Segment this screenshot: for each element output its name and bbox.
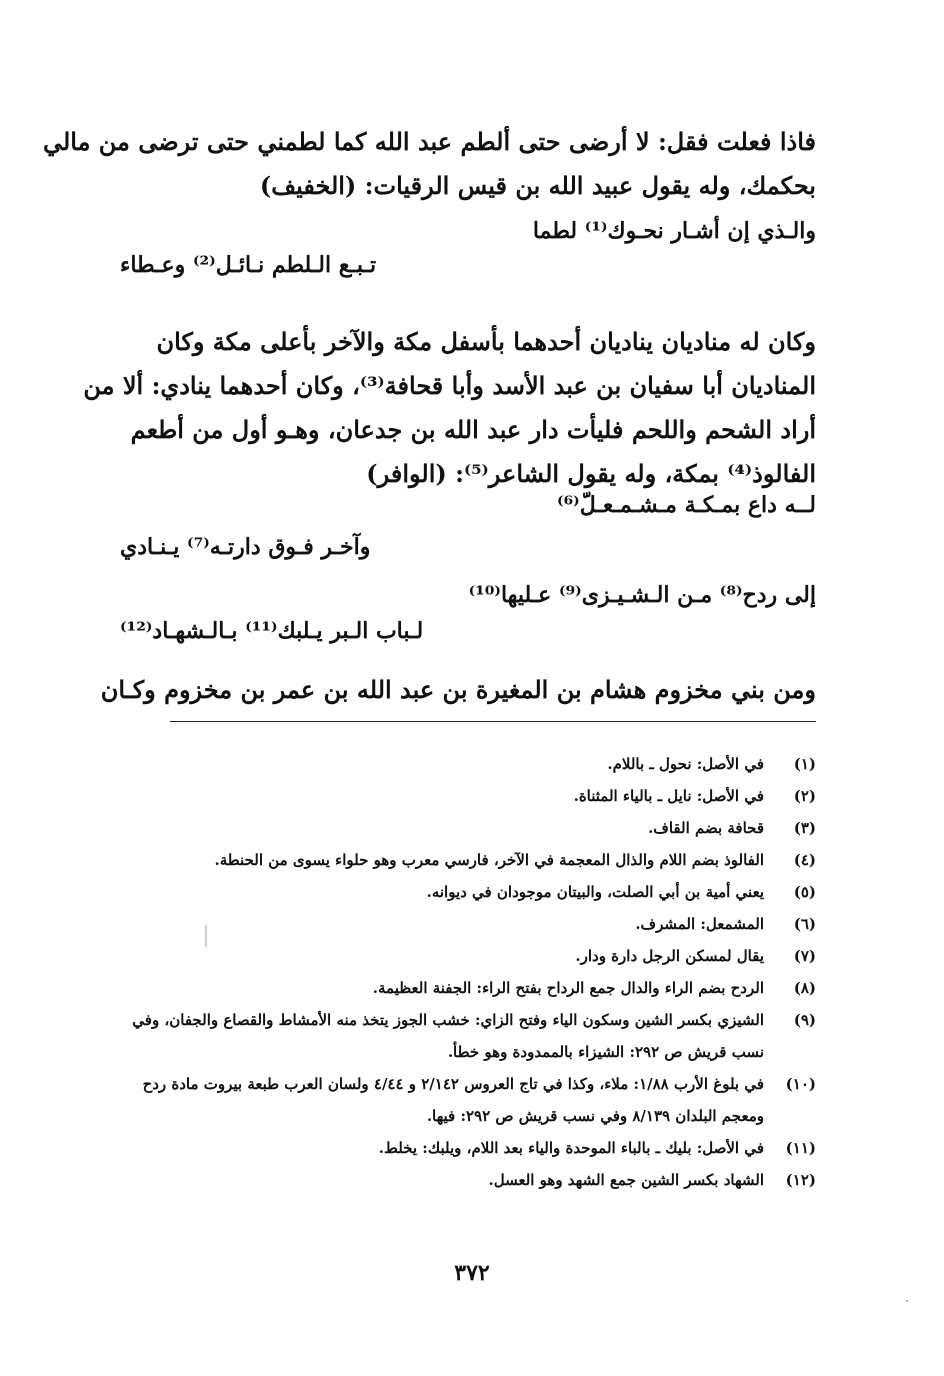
paragraph-3 [100,668,816,712]
footnote-4 [116,844,816,876]
footnote-6-text: المشمعل: المشرف. [635,915,764,933]
footnote-5 [116,876,816,908]
footnote-4-text: الفالوذ بضم اللام والذال المعجمة في الآخر، فارسي معرب وهو حلواء يسوى من الحنطة. [214,851,764,869]
footnote-4-number: (٤) [793,851,816,869]
footnote-7 [116,940,816,972]
paragraph-2 [83,320,816,496]
verse-2-hemistich-2: وآخـر فـوق دارتـه⁽⁷⁾ يـنـادي [120,534,371,560]
footnote-7-number: (٧) [793,947,816,965]
verse-2-hemistich-4: لـباب الـبر يـلبك⁽¹¹⁾ بـالـشهـاد⁽¹²⁾ [120,618,424,644]
footnote-10-number: (١٠) [785,1075,816,1093]
footnote-8-text: الردح بضم الراء والدال جمع الرداح بفتح الراء: الجفنة العظيمة. [372,979,764,997]
footnote-5-number: (٥) [793,883,816,901]
footnote-5-text: يعني أمية بن أبي الصلت، والبيتان موجودان في ديوانه. [426,883,764,901]
footnotes [116,748,816,1196]
footnote-2-number: (٢) [793,787,816,805]
footnote-10 [116,1068,816,1132]
footnote-10-text: في بلوغ الأرب ١/٨٨: ملاء، وكذا في تاج العروس ٢/١٤٢ و ٤/٤٤ ولسان العرب طبعة بيروت مادة ردح ومعجم البلدان ٨/١٣٩ وفي نسب قريش ص ٢٩٢: فيها. [142,1075,764,1125]
verse-2-hemistich-1: لــه داع بمـكـة مـشـمـعـلّ⁽⁶⁾ [556,492,816,518]
footnote-2-text: في الأصل: نايل ـ بالياء المثناة. [573,787,764,805]
verse-1-hemistich-1: والـذي إن أشـار نحـوك⁽¹⁾ لطما [532,218,816,244]
verse-1-hemistich-2: تـبـع الـلطم نـائـل⁽²⁾ وعـطاء [120,252,377,278]
footnote-12 [116,1164,816,1196]
footnote-11-text: في الأصل: بليك ـ بالباء الموحدة والياء بعد اللام، ويلبك: يخلط. [378,1139,764,1157]
footnote-6-number: (٦) [793,915,816,933]
footnote-8-number: (٨) [793,979,816,997]
footnote-8 [116,972,816,1004]
paragraph-2-line-1: وكان له مناديان يناديان أحدهما بأسفل مكة والآخر بأعلى مكة وكان [156,327,816,356]
paragraph-1 [42,120,816,208]
footnote-3-text: قحافة بضم القاف. [648,819,764,837]
scan-artifact-dot [906,1300,908,1302]
footnote-9 [116,1004,816,1068]
footnote-11 [116,1132,816,1164]
paragraph-1-line-1: فاذا فعلت فقل: لا أرضى حتى ألطم عبد الله كما لطمني حتى ترضى من مالي [42,127,816,156]
footnote-9-number: (٩) [793,1011,816,1029]
footnote-9-text: الشيزي بكسر الشين وسكون الياء وفتح الزاي: خشب الجوز يتخذ منه الأمشاط والقصاع والجفان، وفي نسب قريش ص ٢٩٢: الشيزاء بالممدودة وهو خطأ. [132,1011,764,1061]
footnote-2 [116,780,816,812]
footnote-1-text: في الأصل: نحول ـ باللام. [607,755,764,773]
footnote-6 [116,908,816,940]
scan-artifact-mark [205,925,207,947]
footnote-1 [116,748,816,780]
footnote-12-number: (١٢) [785,1171,816,1189]
paragraph-1-line-2: بحكمك، وله يقول عبيد الله بن قيس الرقيات: (الخفيف) [259,171,816,200]
paragraph-3-line-1: ومن بني مخزوم هشام بن المغيرة بن عبد الله بن عمر بن مخزوم وكـان [100,675,816,704]
footnote-7-text: يقال لمسكن الرجل دارة ودار. [575,947,764,965]
footnote-1-number: (١) [793,755,816,773]
paragraph-2-line-2: المناديان أبا سفيان بن عبد الأسد وأبا قحافة⁽³⁾، وكان أحدهما ينادي: ألا من [83,371,816,400]
footnote-separator [170,721,816,722]
footnote-3-number: (٣) [793,819,816,837]
paragraph-2-line-3: أراد الشحم واللحم فليأت دار عبد الله بن جدعان، وهـو أول من أطعم [130,415,816,444]
paragraph-2-line-4: الفالوذ⁽⁴⁾ بمكة، وله يقول الشاعر⁽⁵⁾: (الوافر) [366,459,816,488]
footnote-12-text: الشهاد بكسر الشين جمع الشهد وهو العسل. [488,1171,764,1189]
footnote-3 [116,812,816,844]
footnote-11-number: (١١) [785,1139,816,1157]
page-number: ٣٧٢ [454,1260,490,1286]
verse-2-hemistich-3: إلى ردح⁽⁸⁾ مـن الـشـيـزى⁽⁹⁾ عـليها⁽¹⁰⁾ [468,582,816,608]
